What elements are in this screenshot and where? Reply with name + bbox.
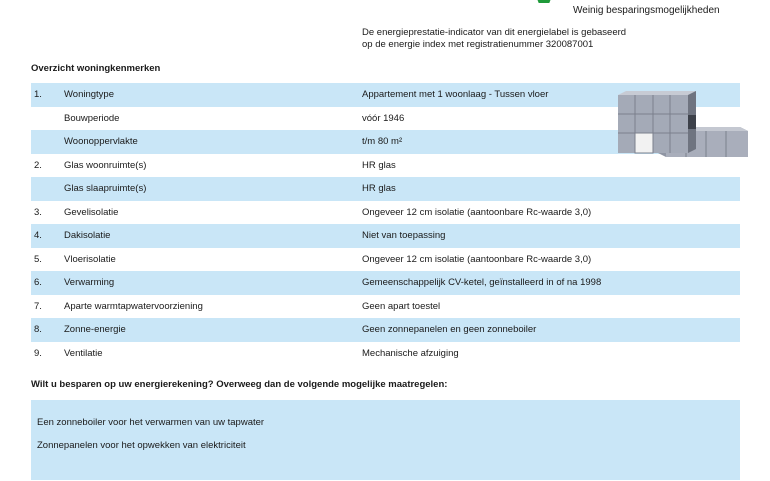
row-number: 5. <box>34 253 42 265</box>
apartment-building-icon <box>618 89 748 159</box>
row-value: Appartement met 1 woonlaag - Tussen vloer <box>362 89 549 100</box>
row-value: HR glas <box>362 183 396 194</box>
row-value: HR glas <box>362 159 396 171</box>
row-label: Bouwperiode <box>64 112 120 124</box>
row-number: 2. <box>34 159 42 171</box>
row-number: 4. <box>34 230 42 241</box>
row-number: 1. <box>34 89 42 100</box>
table-row <box>31 224 740 248</box>
row-value: Niet van toepassing <box>362 230 446 241</box>
row-value: t/m 80 m² <box>362 136 403 147</box>
row-value: Ongeveer 12 cm isolatie (aantoonbare Rc-waarde 3,0) <box>362 206 592 218</box>
row-label: Glas slaapruimte(s) <box>64 183 147 194</box>
row-label: Vloerisolatie <box>64 253 116 265</box>
row-label: Woonoppervlakte <box>64 136 138 147</box>
row-label: Glas woonruimte(s) <box>64 159 147 171</box>
row-number: 6. <box>34 277 42 288</box>
table-row <box>31 318 740 342</box>
measure-item: Zonnepanelen voor het opwekken van elektriciteit <box>37 440 246 451</box>
section-title: Overzicht woningkenmerken <box>31 63 161 74</box>
row-number: 7. <box>34 300 42 312</box>
table-row <box>31 271 740 295</box>
row-value: Gemeenschappelijk CV-ketel, geïnstalleerd in of na 1998 <box>362 277 602 288</box>
intro-text <box>362 27 626 51</box>
row-label: Aparte warmtapwatervoorziening <box>64 300 203 312</box>
row-value: Ongeveer 12 cm isolatie (aantoonbare Rc-waarde 3,0) <box>362 253 592 265</box>
row-number: 8. <box>34 324 42 335</box>
intro-line-1: De energieprestatie-indicator van dit energielabel is gebaseerd <box>362 27 627 38</box>
table-row <box>31 201 740 225</box>
table-row <box>31 177 740 201</box>
measure-item: Een zonneboiler voor het verwarmen van uw tapwater <box>37 417 265 428</box>
savings-question: Wilt u besparen op uw energierekening? Overweeg dan de volgende mogelijke maatregelen: <box>31 379 448 390</box>
row-value: Geen apart toestel <box>362 300 441 312</box>
row-value: Geen zonnepanelen en geen zonneboiler <box>362 324 537 335</box>
row-label: Ventilatie <box>64 347 103 359</box>
table-row <box>31 342 740 366</box>
row-number: 3. <box>34 206 42 218</box>
row-label: Verwarming <box>64 277 115 288</box>
intro-line-2: op de energie index met registratienummer 320087001 <box>362 39 594 50</box>
savings-indicator-text: Weinig besparingsmogelijkheden <box>573 5 720 16</box>
measures-box <box>31 400 740 480</box>
row-value: vóór 1946 <box>362 112 405 124</box>
table-row <box>31 295 740 319</box>
row-label: Gevelisolatie <box>64 206 119 218</box>
row-label: Zonne-energie <box>64 324 126 335</box>
row-value: Mechanische afzuiging <box>362 347 459 359</box>
row-label: Woningtype <box>64 89 114 100</box>
table-row <box>31 248 740 272</box>
row-label: Dakisolatie <box>64 230 111 241</box>
energy-label-arrow-icon <box>524 0 564 8</box>
row-number: 9. <box>34 347 42 359</box>
